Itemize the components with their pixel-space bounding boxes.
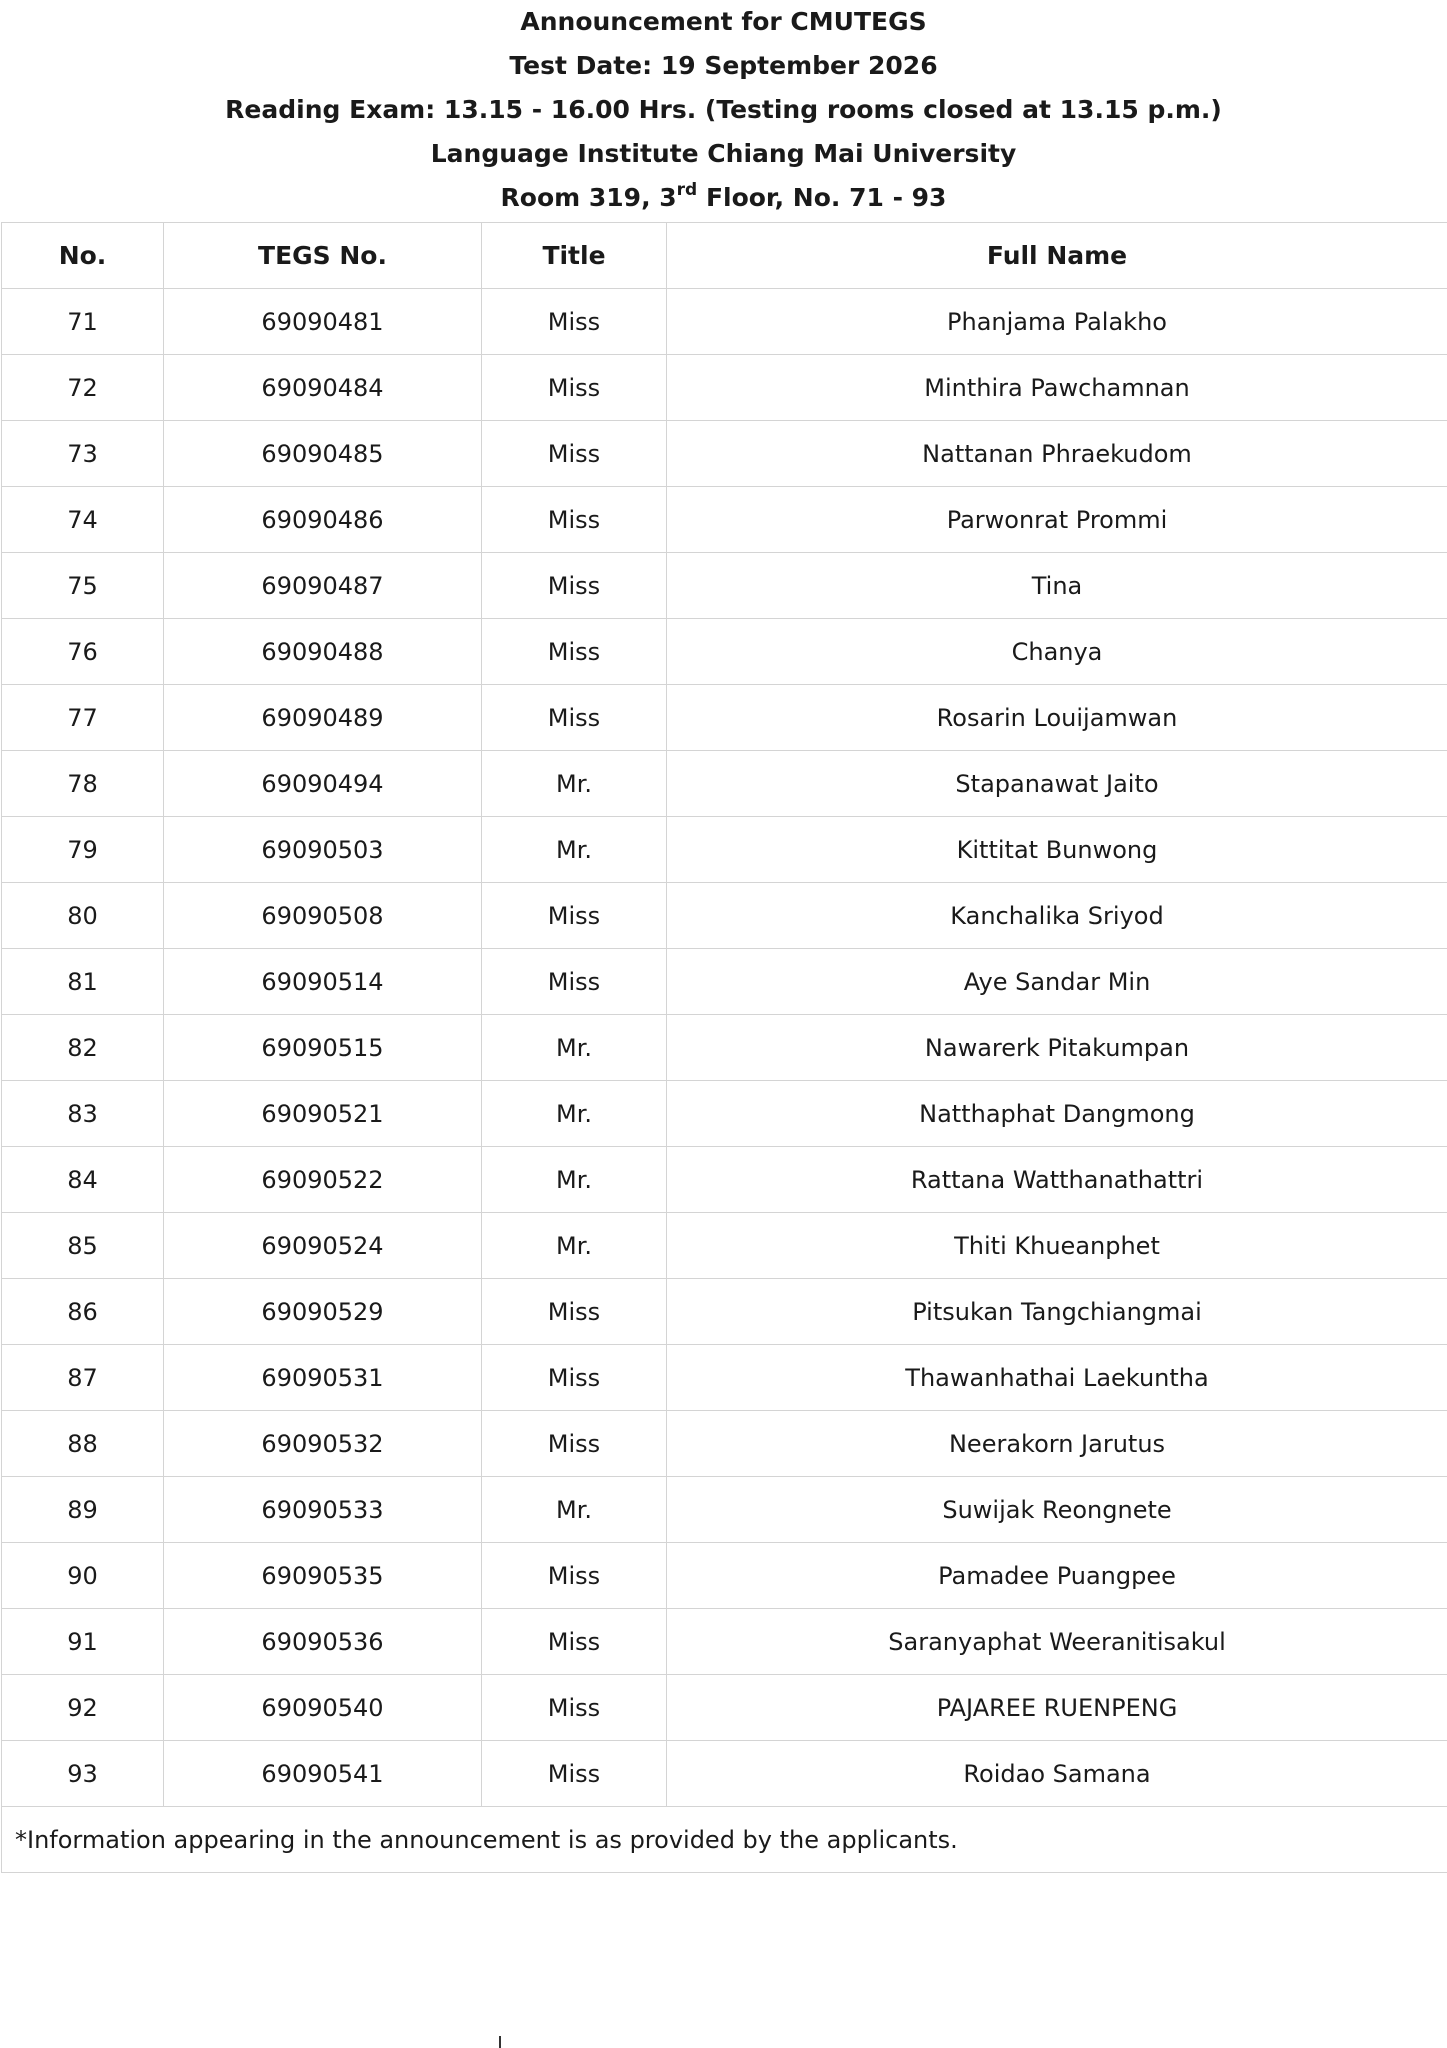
cell-full-name: Parwonrat Prommi (667, 487, 1447, 553)
table-row (2, 949, 1447, 1015)
cell-full-name: Thiti Khueanphet (667, 1213, 1447, 1279)
cell-tegs-no: 69090524 (164, 1213, 482, 1279)
cell-tegs-no: 69090531 (164, 1345, 482, 1411)
column-header-no: No. (2, 223, 164, 289)
cell-no: 87 (2, 1345, 164, 1411)
table-row (2, 1675, 1447, 1741)
table-row (2, 289, 1447, 355)
cell-no: 75 (2, 553, 164, 619)
test-date: Test Date: 19 September 2026 (509, 51, 938, 80)
table-row (2, 553, 1447, 619)
cell-no: 74 (2, 487, 164, 553)
cell-title: Mr. (482, 1477, 667, 1543)
cell-tegs-no: 69090536 (164, 1609, 482, 1675)
table-row (2, 883, 1447, 949)
candidate-table (1, 222, 1447, 1873)
cell-no: 81 (2, 949, 164, 1015)
table-note-row (2, 1807, 1447, 1873)
cell-tegs-no: 69090503 (164, 817, 482, 883)
cell-tegs-no: 69090533 (164, 1477, 482, 1543)
cell-full-name: Roidao Samana (667, 1741, 1447, 1807)
cell-title: Mr. (482, 751, 667, 817)
cell-tegs-no: 69090515 (164, 1015, 482, 1081)
column-header-tegs-no: TEGS No. (164, 223, 482, 289)
cell-full-name: Phanjama Palakho (667, 289, 1447, 355)
column-header-full-name: Full Name (667, 223, 1447, 289)
room-info (0, 176, 1447, 220)
room-info-rest: Floor, No. 71 - 93 (697, 183, 947, 212)
cell-title: Mr. (482, 1081, 667, 1147)
cell-title: Miss (482, 421, 667, 487)
cell-full-name: Saranyaphat Weeranitisakul (667, 1609, 1447, 1675)
cell-full-name: Tina (667, 553, 1447, 619)
table-row (2, 487, 1447, 553)
cell-no: 89 (2, 1477, 164, 1543)
table-row (2, 355, 1447, 421)
cell-tegs-no: 69090481 (164, 289, 482, 355)
cell-tegs-no: 69090541 (164, 1741, 482, 1807)
cell-no: 86 (2, 1279, 164, 1345)
cell-no: 93 (2, 1741, 164, 1807)
cell-title: Mr. (482, 1015, 667, 1081)
cell-title: Miss (482, 1741, 667, 1807)
cell-tegs-no: 69090484 (164, 355, 482, 421)
cell-title: Miss (482, 289, 667, 355)
cell-no: 85 (2, 1213, 164, 1279)
cell-tegs-no: 69090522 (164, 1147, 482, 1213)
cell-tegs-no: 69090494 (164, 751, 482, 817)
cell-full-name: Aye Sandar Min (667, 949, 1447, 1015)
table-row (2, 1279, 1447, 1345)
cell-full-name: Pitsukan Tangchiangmai (667, 1279, 1447, 1345)
cell-tegs-no: 69090521 (164, 1081, 482, 1147)
cell-full-name: Pamadee Puangpee (667, 1543, 1447, 1609)
column-header-title: Title (482, 223, 667, 289)
table-row (2, 1411, 1447, 1477)
cell-no: 92 (2, 1675, 164, 1741)
cell-title: Mr. (482, 1213, 667, 1279)
cell-no: 72 (2, 355, 164, 421)
cell-tegs-no: 69090540 (164, 1675, 482, 1741)
page-edge-mark (499, 2036, 501, 2048)
cell-title: Mr. (482, 817, 667, 883)
cell-no: 83 (2, 1081, 164, 1147)
institute-name: Language Institute Chiang Mai University (430, 139, 1017, 168)
cell-full-name: Thawanhathai Laekuntha (667, 1345, 1447, 1411)
cell-full-name: Rosarin Louijamwan (667, 685, 1447, 751)
cell-tegs-no: 69090508 (164, 883, 482, 949)
disclaimer-note: *Information appearing in the announcement is as provided by the applicants. (2, 1807, 1447, 1873)
cell-title: Mr. (482, 1147, 667, 1213)
table-row (2, 1741, 1447, 1807)
table-row (2, 1015, 1447, 1081)
table-row (2, 751, 1447, 817)
cell-no: 84 (2, 1147, 164, 1213)
cell-no: 78 (2, 751, 164, 817)
cell-tegs-no: 69090488 (164, 619, 482, 685)
cell-full-name: Stapanawat Jaito (667, 751, 1447, 817)
floor-ordinal-suffix: rd (676, 179, 698, 200)
cell-no: 82 (2, 1015, 164, 1081)
cell-full-name: Rattana Watthanathattri (667, 1147, 1447, 1213)
table-row (2, 1213, 1447, 1279)
announcement-header (0, 0, 1447, 220)
cell-title: Miss (482, 1675, 667, 1741)
cell-title: Miss (482, 685, 667, 751)
cell-no: 77 (2, 685, 164, 751)
exam-time: Reading Exam: 13.15 - 16.00 Hrs. (Testing rooms closed at 13.15 p.m.) (225, 95, 1222, 124)
cell-full-name: Nattanan Phraekudom (667, 421, 1447, 487)
table-row (2, 1477, 1447, 1543)
cell-tegs-no: 69090529 (164, 1279, 482, 1345)
cell-title: Miss (482, 355, 667, 421)
cell-title: Miss (482, 1345, 667, 1411)
cell-no: 76 (2, 619, 164, 685)
cell-no: 90 (2, 1543, 164, 1609)
table-row (2, 685, 1447, 751)
cell-tegs-no: 69090485 (164, 421, 482, 487)
cell-full-name: Nawarerk Pitakumpan (667, 1015, 1447, 1081)
table-row (2, 1345, 1447, 1411)
table-row (2, 1609, 1447, 1675)
cell-full-name: Natthaphat Dangmong (667, 1081, 1447, 1147)
cell-full-name: Suwijak Reongnete (667, 1477, 1447, 1543)
cell-title: Miss (482, 1411, 667, 1477)
cell-no: 91 (2, 1609, 164, 1675)
cell-no: 71 (2, 289, 164, 355)
table-row (2, 421, 1447, 487)
cell-title: Miss (482, 1543, 667, 1609)
cell-no: 88 (2, 1411, 164, 1477)
cell-title: Miss (482, 619, 667, 685)
cell-tegs-no: 69090486 (164, 487, 482, 553)
table-header-row (2, 223, 1447, 289)
cell-no: 79 (2, 817, 164, 883)
cell-tegs-no: 69090487 (164, 553, 482, 619)
table-row (2, 1543, 1447, 1609)
cell-no: 73 (2, 421, 164, 487)
cell-tegs-no: 69090489 (164, 685, 482, 751)
cell-full-name: Chanya (667, 619, 1447, 685)
cell-full-name: Kittitat Bunwong (667, 817, 1447, 883)
cell-full-name: Neerakorn Jarutus (667, 1411, 1447, 1477)
cell-tegs-no: 69090532 (164, 1411, 482, 1477)
table-row (2, 619, 1447, 685)
cell-title: Miss (482, 883, 667, 949)
cell-full-name: Kanchalika Sriyod (667, 883, 1447, 949)
cell-tegs-no: 69090535 (164, 1543, 482, 1609)
cell-title: Miss (482, 1279, 667, 1345)
table-row (2, 1147, 1447, 1213)
cell-title: Miss (482, 1609, 667, 1675)
table-row (2, 1081, 1447, 1147)
table-row (2, 817, 1447, 883)
cell-title: Miss (482, 487, 667, 553)
cell-no: 80 (2, 883, 164, 949)
cell-title: Miss (482, 949, 667, 1015)
cell-title: Miss (482, 553, 667, 619)
cell-tegs-no: 69090514 (164, 949, 482, 1015)
cell-full-name: PAJAREE RUENPENG (667, 1675, 1447, 1741)
announcement-title: Announcement for CMUTEGS (520, 7, 927, 36)
room-info-text: Room 319, 3 (500, 183, 677, 212)
cell-full-name: Minthira Pawchamnan (667, 355, 1447, 421)
